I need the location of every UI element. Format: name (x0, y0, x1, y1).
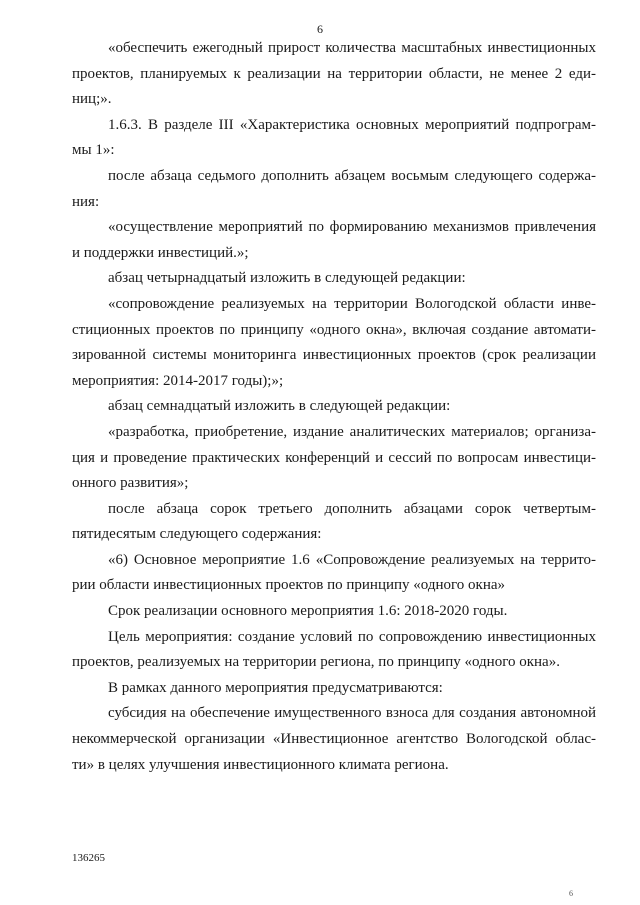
text-line: зированной системы мониторинга инвестиционных проектов (срок реализации (72, 347, 596, 364)
text-line: ция и проведение практических конференций и сессий по вопросам инвестици- (72, 449, 596, 466)
text-line: и поддержки инвестиций.»; (72, 244, 249, 261)
corner-mark: 6 (569, 889, 573, 898)
text-line: стиционных проектов по принципу «одного окна», включая создание автомати- (72, 321, 596, 338)
text-line: субсидия на обеспечение имущественного взноса для создания автономной (108, 705, 596, 722)
text-line: абзац четырнадцатый изложить в следующей редакции: (108, 270, 466, 287)
text-line: ниц;». (72, 91, 112, 108)
text-line: «6) Основное мероприятие 1.6 «Сопровождение реализуемых на террито- (108, 551, 596, 568)
text-line: Цель мероприятия: создание условий по сопровождению инвестиционных (108, 628, 596, 645)
text-line: после абзаца седьмого дополнить абзацем восьмым следующего содержа- (108, 167, 596, 184)
text-line: В рамках данного мероприятия предусматриваются: (108, 679, 443, 696)
text-line: абзац семнадцатый изложить в следующей редакции: (108, 398, 451, 415)
text-line: онного развития»; (72, 475, 189, 492)
text-line: «осуществление мероприятий по формированию механизмов привлечения (108, 219, 596, 236)
text-line: 1.6.3. В разделе III «Характеристика основных мероприятий подпрограм- (108, 116, 596, 133)
text-line: мы 1»: (72, 142, 115, 159)
text-line: проектов, планируемых к реализации на территории области, не менее 2 еди- (72, 65, 596, 82)
text-line: ти» в целях улучшения инвестиционного климата региона. (72, 756, 449, 773)
text-line: пятидесятым следующего содержания: (72, 526, 322, 543)
page-number: 6 (317, 22, 323, 36)
text-line: «разработка, приобретение, издание аналитических материалов; организа- (108, 423, 596, 440)
text-line: ния: (72, 193, 100, 210)
text-line: после абзаца сорок третьего дополнить абзацами сорок четвертым- (108, 500, 596, 517)
text-line: мероприятия: 2014-2017 годы);»; (72, 372, 284, 389)
document-body (72, 36, 596, 778)
text-line: «обеспечить ежегодный прирост количества масштабных инвестиционных (108, 40, 596, 56)
document-code: 136265 (72, 852, 105, 864)
text-line: некоммерческой организации «Инвестиционное агентство Вологодской облас- (72, 731, 596, 748)
text-line: рии области инвестиционных проектов по принципу «одного окна» (72, 577, 506, 594)
text-line: проектов, реализуемых на территории региона, по принципу «одного окна». (72, 654, 560, 671)
text-line: Срок реализации основного мероприятия 1.6: 2018-2020 годы. (108, 603, 508, 620)
text-line: «сопровождение реализуемых на территории Вологодской области инве- (108, 295, 596, 312)
